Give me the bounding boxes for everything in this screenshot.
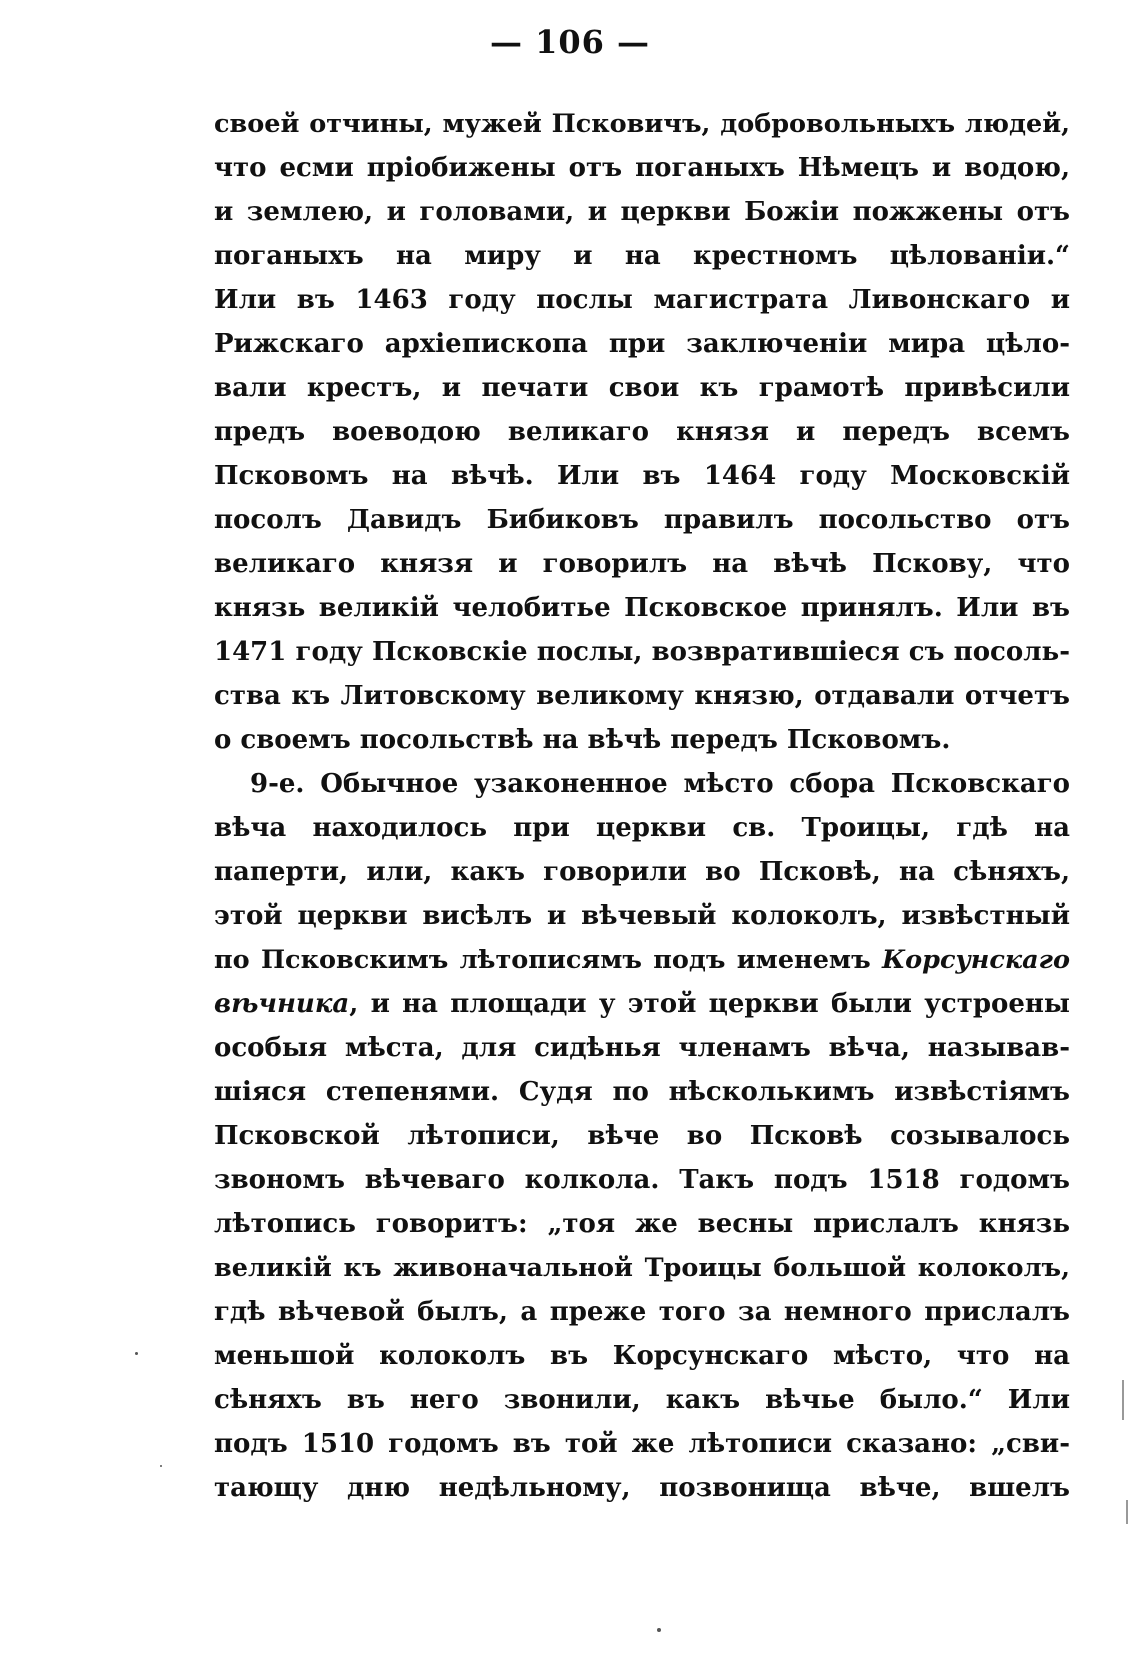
text-line: по Псковскимъ лѣтописямъ подъ именемъ Корсунскаго [214,945,1070,975]
text-line: Псковомъ на вѣчѣ. Или въ 1464 году Московскій [214,461,1070,491]
text-line: этой церкви висѣлъ и вѣчевый колоколъ, извѣстный [214,901,1070,931]
text-line: посолъ Давидъ Бибиковъ правилъ посольство отъ [214,505,1070,535]
text-line: 1471 году Псковскіе послы, возвратившіеся съ посоль- [214,637,1070,667]
text-line: вали крестъ, и печати свои къ грамотѣ привѣсили [214,373,1070,403]
text-line: гдѣ вѣчевой былъ, а преже того за немного прислалъ [214,1297,1070,1327]
text-line: что есми пріобижены отъ поганыхъ Нѣмецъ и водою, [214,153,1070,183]
text-line: лѣтопись говоритъ: „тоя же весны прислалъ князь [214,1209,1070,1239]
text-line: о своемъ посольствѣ на вѣчѣ передъ Псковомъ. [214,725,951,755]
scan-edge-mark [1122,1380,1124,1420]
italic-word: вѣчника [214,989,350,1019]
text-line: своей отчины, мужей Псковичъ, добровольныхъ людей, [214,109,1070,139]
scan-edge-mark [1126,1500,1128,1524]
text-line: Или въ 1463 году послы магистрата Ливонскаго и [214,285,1070,315]
text-line: паперти, или, какъ говорили во Псковѣ, на сѣняхъ, [214,857,1070,887]
text-line: и землею, и головами, и церкви Божіи пожжены отъ [214,197,1070,227]
text-line: ства къ Литовскому великому князю, отдавали отчетъ [214,681,1070,711]
italic-word: Корсунскаго [881,945,1070,975]
text-line: поганыхъ на миру и на крестномъ цѣлованіи.“ [214,241,1070,271]
text-line: Псковской лѣтописи, вѣче во Псковѣ созывалось [214,1121,1070,1151]
text-line: великій къ живоначальной Троицы большой колоколъ, [214,1253,1070,1283]
text-line: меньшой колоколъ въ Корсунскаго мѣсто, что на [214,1341,1070,1371]
scan-speck [160,1465,162,1467]
body-text [214,102,1070,1510]
text-line: сѣняхъ въ него звонили, какъ вѣчье было.“ Или [214,1385,1070,1415]
text-line: подъ 1510 годомъ въ той же лѣтописи сказано: „сви- [214,1429,1070,1459]
text-line: Рижскаго архіепископа при заключеніи мира цѣло- [214,329,1070,359]
text-line: 9-е. Обычное узаконенное мѣсто сбора Псковскаго [250,769,1070,799]
text-line: звономъ вѣчеваго колкола. Такъ подъ 1518 годомъ [214,1165,1070,1195]
text-line: великаго князя и говорилъ на вѣчѣ Пскову, что [214,549,1070,579]
text-line: вѣча находилось при церкви св. Троицы, гдѣ на [214,813,1070,843]
text-line: вѣчника, и на площади у этой церкви были устроены [214,989,1070,1019]
text-line: особыя мѣста, для сидѣнья членамъ вѣча, называв- [214,1033,1070,1063]
scan-speck [657,1628,661,1632]
text-line: тающу дню недѣльному, позвонища вѣче, вшелъ [214,1473,1070,1503]
scan-speck [135,1352,138,1355]
text-line: предъ воеводою великаго князя и передъ всемъ [214,417,1070,447]
text-line: шіяся степенями. Судя по нѣсколькимъ извѣстіямъ [214,1077,1070,1107]
page-number: — 106 — [489,23,651,61]
text-line: князь великій челобитье Псковское принялъ. Или въ [214,593,1070,623]
